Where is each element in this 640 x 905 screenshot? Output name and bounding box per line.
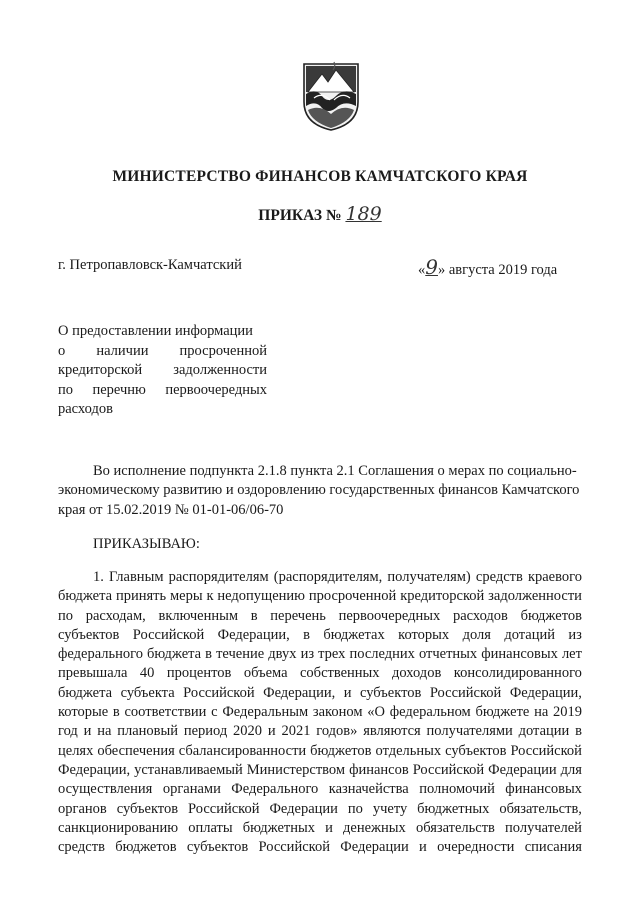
word: и bbox=[83, 723, 92, 740]
word: принять bbox=[115, 588, 167, 605]
word: очередности bbox=[437, 839, 515, 856]
word: консолидированного bbox=[453, 665, 582, 682]
text-line bbox=[58, 322, 267, 342]
word: Главным bbox=[109, 569, 164, 585]
word: Министерством bbox=[246, 761, 346, 778]
word: на bbox=[534, 704, 549, 721]
word: Российской bbox=[258, 839, 330, 856]
word: 2021 bbox=[281, 723, 311, 740]
word: задолженности bbox=[173, 362, 267, 378]
order-date bbox=[418, 255, 557, 279]
word: Российской bbox=[510, 742, 582, 759]
word: кредиторской bbox=[58, 362, 143, 378]
word: последних bbox=[349, 646, 415, 663]
word: санкционированию bbox=[58, 819, 179, 836]
word: получателей bbox=[505, 819, 582, 836]
word: в bbox=[575, 723, 582, 740]
word: края от 15.02.2019 № 01-01-06/06-70 bbox=[58, 501, 284, 518]
word: период bbox=[183, 723, 228, 740]
word: субъекта bbox=[120, 684, 175, 701]
word: субъектов bbox=[186, 839, 249, 856]
word: (распорядителям, bbox=[273, 569, 383, 585]
word: и bbox=[267, 723, 276, 740]
word: Федерации, bbox=[217, 626, 290, 643]
word: бюджетных bbox=[417, 800, 490, 817]
text-line bbox=[58, 703, 582, 722]
word: 2019 bbox=[552, 704, 582, 721]
word: экономическому развитию и оздоровлению государственных финансов Камчатского bbox=[58, 482, 580, 499]
word: оплаты bbox=[188, 819, 233, 836]
word: Федерации bbox=[488, 761, 557, 778]
point-1-paragraph bbox=[58, 568, 582, 857]
word: субъектов bbox=[359, 684, 422, 701]
word: по bbox=[58, 607, 74, 624]
word: учету bbox=[372, 800, 408, 817]
word: Федеральным bbox=[222, 704, 309, 721]
text-line bbox=[58, 587, 582, 606]
word: по bbox=[347, 800, 363, 817]
text-line bbox=[58, 400, 267, 420]
word: бюджете bbox=[475, 704, 530, 721]
word: год bbox=[58, 723, 78, 740]
word: бюджета bbox=[147, 646, 202, 663]
date-day: 9 bbox=[425, 255, 438, 279]
word: дотаций bbox=[504, 626, 555, 643]
order-title bbox=[0, 203, 640, 225]
word: устанавливаемый bbox=[134, 761, 243, 778]
word: бюджетов bbox=[520, 607, 582, 624]
word: 40 bbox=[139, 665, 155, 682]
word: целях bbox=[58, 742, 94, 759]
word: в bbox=[250, 607, 258, 624]
word: обязательств, bbox=[499, 800, 582, 817]
word: органами bbox=[162, 781, 221, 798]
word: являются bbox=[363, 723, 421, 740]
word: которых bbox=[398, 626, 450, 643]
word: о bbox=[58, 342, 66, 359]
word: Российской bbox=[188, 800, 260, 817]
text-line bbox=[58, 722, 582, 741]
word: Российской bbox=[412, 761, 485, 778]
word: собственных bbox=[300, 665, 380, 682]
word: 2020 bbox=[233, 723, 263, 740]
word: на bbox=[97, 723, 112, 740]
date-month-year: августа 2019 года bbox=[448, 262, 558, 278]
text-line bbox=[58, 501, 582, 520]
word: с bbox=[211, 704, 218, 721]
word: средств bbox=[58, 839, 105, 856]
orders-word: ПРИКАЗЫВАЮ: bbox=[93, 536, 200, 552]
word: течение bbox=[216, 646, 265, 663]
text-line bbox=[58, 800, 582, 819]
word: получателями bbox=[426, 723, 513, 740]
word: в bbox=[303, 626, 311, 643]
word: плановый bbox=[117, 723, 178, 740]
word: денежных bbox=[343, 819, 406, 836]
word: из bbox=[300, 646, 315, 663]
word: из bbox=[568, 626, 582, 643]
word: распорядителям bbox=[168, 569, 269, 585]
word: включенным bbox=[158, 607, 239, 624]
word: Российской bbox=[429, 684, 502, 701]
word: превышала bbox=[58, 665, 128, 682]
word: трех bbox=[318, 646, 346, 663]
word: просроченной bbox=[308, 588, 397, 605]
kamchatka-coat-of-arms-icon bbox=[300, 58, 362, 132]
word: перечню bbox=[92, 381, 146, 398]
word: дотации bbox=[518, 723, 570, 740]
word: двух bbox=[268, 646, 297, 663]
word: Федерации, bbox=[58, 761, 131, 778]
word: бюджета bbox=[58, 684, 113, 701]
word: средств bbox=[475, 569, 523, 585]
word: финансовых bbox=[481, 646, 558, 663]
word: в bbox=[205, 646, 213, 663]
order-subject bbox=[58, 322, 267, 420]
word: перечень bbox=[270, 607, 326, 624]
word: в bbox=[112, 704, 120, 721]
word: финансов bbox=[349, 761, 409, 778]
word: Российской bbox=[183, 684, 255, 701]
word: осуществления bbox=[58, 781, 153, 798]
word: доля bbox=[462, 626, 491, 643]
word: доходов bbox=[392, 665, 442, 682]
word: первоочередных bbox=[165, 381, 267, 398]
word: федеральном bbox=[389, 704, 471, 721]
word: списания bbox=[524, 839, 582, 856]
word: которые bbox=[58, 704, 109, 721]
word: обязательств bbox=[415, 819, 495, 836]
word: объема bbox=[243, 665, 288, 682]
text-line bbox=[58, 761, 582, 780]
word: субъектов bbox=[445, 742, 507, 759]
text-line bbox=[58, 462, 582, 481]
word: казначейства bbox=[328, 781, 409, 798]
word: годов» bbox=[316, 723, 358, 740]
word: к bbox=[206, 588, 214, 605]
word: меры bbox=[169, 588, 203, 605]
order-label: ПРИКАЗ № bbox=[258, 207, 342, 224]
text-line bbox=[58, 742, 582, 761]
word: расходам, bbox=[85, 607, 146, 624]
word: бюджета bbox=[58, 588, 113, 605]
word: для bbox=[560, 761, 582, 778]
word: расходов bbox=[452, 607, 508, 624]
text-line bbox=[58, 838, 582, 857]
text-line bbox=[58, 780, 582, 799]
date-quote-open: « bbox=[418, 262, 426, 278]
word: Во исполнение подпункта 2.1.8 пункта 2.1 Соглашения о мерах по социально- bbox=[93, 463, 577, 479]
date-quote-close: » bbox=[437, 262, 446, 278]
word: сбалансированности bbox=[178, 742, 307, 759]
word: субъектов bbox=[116, 800, 179, 817]
word: по bbox=[58, 381, 74, 398]
word: Федерации bbox=[340, 839, 409, 856]
word: краевого bbox=[527, 569, 582, 585]
text-line bbox=[58, 481, 582, 500]
word: Федерального bbox=[231, 781, 319, 798]
intro-paragraph bbox=[58, 462, 582, 520]
word: бюджетах bbox=[323, 626, 385, 643]
word: кредиторской bbox=[400, 588, 485, 605]
word: финансовых bbox=[505, 781, 582, 798]
word: Федерации, bbox=[263, 684, 336, 701]
word: «О bbox=[367, 704, 385, 721]
text-line bbox=[58, 645, 582, 664]
word: и bbox=[343, 684, 352, 701]
text-line bbox=[58, 568, 582, 587]
text-line bbox=[58, 626, 582, 645]
word: О предоставлении информации bbox=[58, 323, 253, 339]
word: Федерации, bbox=[509, 684, 582, 701]
word: Российской bbox=[132, 626, 205, 643]
text-line bbox=[58, 361, 267, 381]
word: получателям) bbox=[387, 569, 471, 585]
text-line bbox=[58, 664, 582, 683]
word: расходов bbox=[58, 401, 113, 417]
word: и bbox=[419, 839, 427, 856]
word: процентов bbox=[166, 665, 232, 682]
word: задолженности bbox=[488, 588, 582, 605]
ministry-title: МИНИСТЕРСТВО ФИНАНСОВ КАМЧАТСКОГО КРАЯ bbox=[112, 168, 528, 185]
word: просроченной bbox=[179, 342, 267, 359]
text-line bbox=[58, 819, 582, 838]
word: соответствии bbox=[124, 704, 207, 721]
order-number: 189 bbox=[345, 203, 382, 225]
word: обеспечения bbox=[97, 742, 175, 759]
word: недопущению bbox=[217, 588, 305, 605]
word: Федерации bbox=[269, 800, 338, 817]
word: органов bbox=[58, 800, 107, 817]
text-line bbox=[58, 381, 267, 401]
word: полномочий bbox=[419, 781, 495, 798]
word: первоочередных bbox=[338, 607, 441, 624]
word: отчетных bbox=[418, 646, 478, 663]
word: наличии bbox=[96, 342, 149, 359]
word: бюджетных bbox=[242, 819, 315, 836]
word: отдельных bbox=[375, 742, 442, 759]
word: 1. bbox=[93, 569, 104, 585]
word: субъектов bbox=[58, 626, 120, 643]
text-line bbox=[58, 607, 582, 626]
word: бюджетов bbox=[115, 839, 177, 856]
word: и bbox=[325, 819, 333, 836]
word: лет bbox=[561, 646, 582, 663]
text-line bbox=[58, 342, 267, 362]
word: бюджетов bbox=[310, 742, 372, 759]
city: г. Петропавловск-Камчатский bbox=[58, 257, 242, 273]
text-line bbox=[58, 684, 582, 703]
word: федерального bbox=[58, 646, 143, 663]
word: законом bbox=[312, 704, 363, 721]
